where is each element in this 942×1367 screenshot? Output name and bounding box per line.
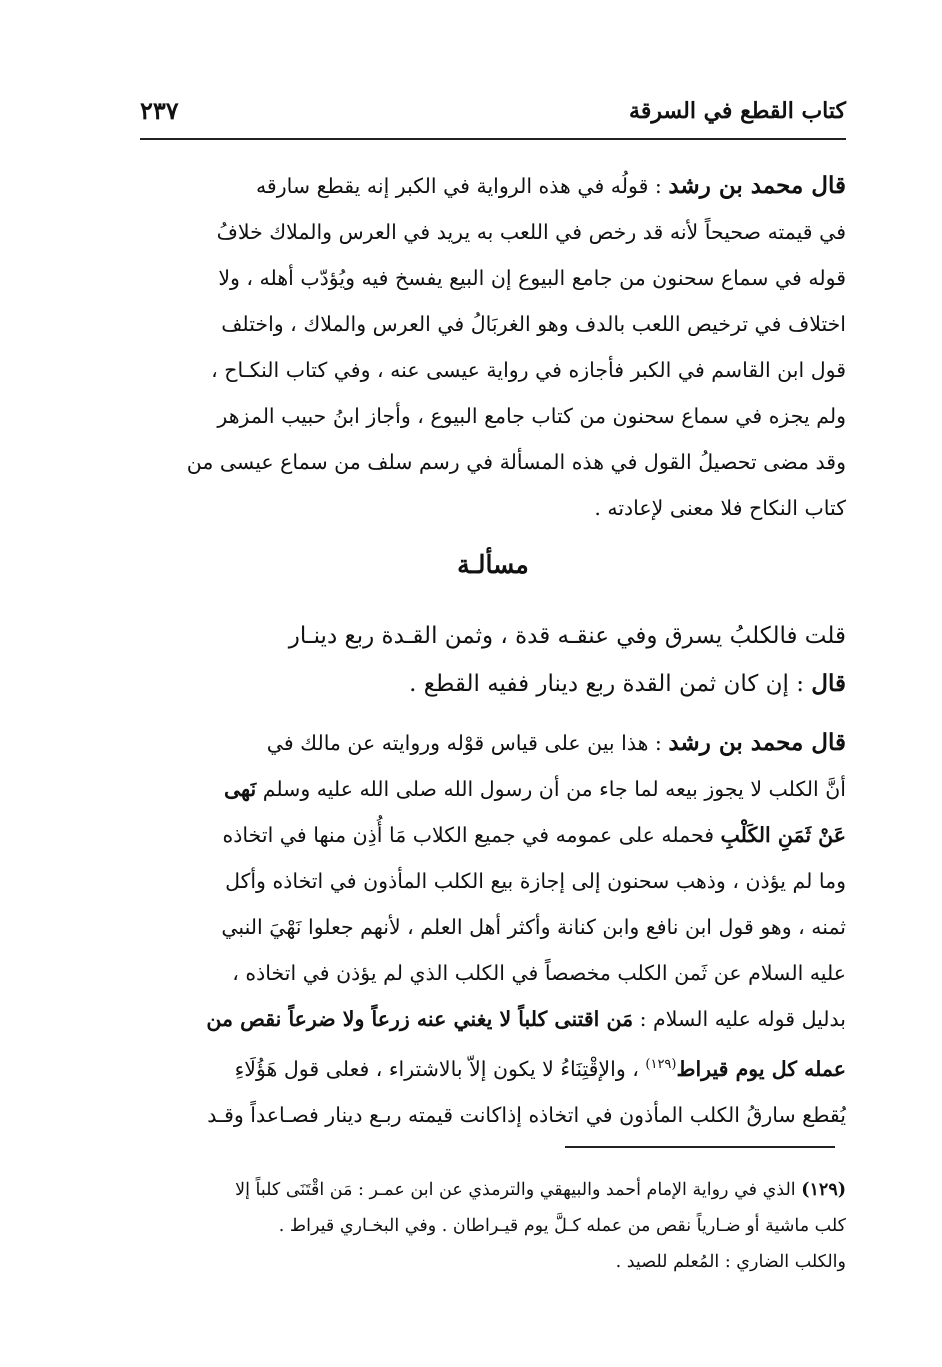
text-line: قول ابن القاسم في الكبر فأجازه في رواية عيسى عنه ، وفي كتاب النكـاح ، (211, 358, 846, 382)
text-line: قال : إن كان ثمن القدة ربع دينار ففيه القطع . (409, 670, 846, 697)
text-line: عَنْ ثَمَنِ الكَلْبِ فحمله على عمومه في جميع الكلاب مَا أُذِن منها في اتخاذه (222, 823, 846, 847)
page-header (140, 92, 846, 140)
hadith-text: عمله كل يوم قيراط (676, 1056, 846, 1081)
text-line: (١٢٩) الذي في رواية الإمام أحمد والبيهقي والترمذي عن ابن عمـر : مَن اقْتَنَى كلباً إلا (235, 1180, 846, 1200)
speaker-label: قال محمد بن رشد (668, 729, 846, 756)
paragraph-commentary-1 (140, 163, 846, 531)
footnote-reference: (١٢٩) (645, 1057, 677, 1072)
section-heading: مسألـة (457, 550, 529, 579)
footnote-divider (565, 1146, 835, 1148)
paragraph-commentary-2 (140, 720, 846, 1138)
text-line: والكلب الضاري : المُعلم للصيد . (615, 1252, 846, 1272)
speaker-label: قال (811, 670, 846, 697)
hadith-text: عَنْ ثَمَنِ الكَلْبِ (720, 823, 846, 847)
text-line: كتاب النكاح فلا معنى لإعادته . (594, 496, 846, 520)
hadith-text: نَهى (223, 777, 257, 801)
hadith-text: مَن اقتنى كلباً لا يغني عنه زرعاً ولا ضرعاً نقص من (206, 1007, 634, 1031)
text-line: أنَّ الكلب لا يجوز بيعه لما جاء من أن رسول الله صلى الله عليه وسلم نَهى (223, 777, 846, 801)
text-line: وما لم يؤذن ، وذهب سحنون إلى إجازة بيع الكلب المأذون في اتخاذه وأكل (225, 869, 846, 893)
speaker-label: قال محمد بن رشد (668, 172, 846, 199)
text-line: وقد مضى تحصيلُ القول في هذه المسألة في رسم سلف من سماع عيسى من (186, 450, 846, 474)
text-line: عمله كل يوم قيراط$^{(١٢٩)}$ ، والإقْتِنَاءُ لا يكون إلاّ بالاشتراء ، فعلى قول هَؤُلَاءِ (234, 1056, 846, 1081)
paragraph-question (140, 612, 846, 708)
text-line: بدليل قوله عليه السلام : مَن اقتنى كلباً لا يغني عنه زرعاً ولا ضرعاً نقص من (206, 1007, 846, 1031)
text-line: عليه السلام عن ثَمن الكلب مخصصاً في الكلب الذي لم يؤذن في اتخاذه ، (232, 961, 846, 985)
text-line: قال محمد بن رشد : هذا بين على قياس قوْله وروايته عن مالك في (266, 729, 846, 756)
text-line: يُقطع سارقُ الكلب المأذون في اتخاذه إذاكانت قيمته ربـع دينار فصـاعداً وقـد (207, 1102, 846, 1127)
text-line: في قيمته صحيحاً لأنه قد رخص في اللعب به يريد في العرس والملاك خلافُ (216, 220, 846, 244)
running-title: كتاب القطع في السرقة (629, 98, 846, 124)
text-line: كلب ماشية أو ضـارياً نقص من عمله كـلَّ يوم قيـراطان . وفي البخـاري قيراط . (278, 1216, 846, 1236)
page-number: ٢٣٧ (140, 96, 179, 125)
text-line: ولم يجزه في سماع سحنون من كتاب جامع البيوع ، وأجاز ابنُ حبيب المزهر (217, 404, 846, 428)
text-line: قوله في سماع سحنون من جامع البيوع إن البيع يفسخ فيه ويُؤدّب أهله ، ولا (218, 266, 846, 290)
text-line: ثمنه ، وهو قول ابن نافع وابن كنانة وأكثر أهل العلم ، لأنهم جعلوا نَهْيَ النبي (221, 915, 846, 939)
footnote-number: (١٢٩) (801, 1180, 846, 1200)
text-line: اختلاف في ترخيص اللعب بالدف وهو الغربَالُ في العرس والملاك ، واختلف (221, 312, 846, 336)
text-line: قال محمد بن رشد : قولُه في هذه الرواية في الكبر إنه يقطع سارقه (255, 172, 846, 199)
footnote (150, 1172, 846, 1280)
text-line: قلت فالكلبُ يسرق وفي عنقـه قدة ، وثمن القـدة ربع دينـار (288, 623, 846, 649)
